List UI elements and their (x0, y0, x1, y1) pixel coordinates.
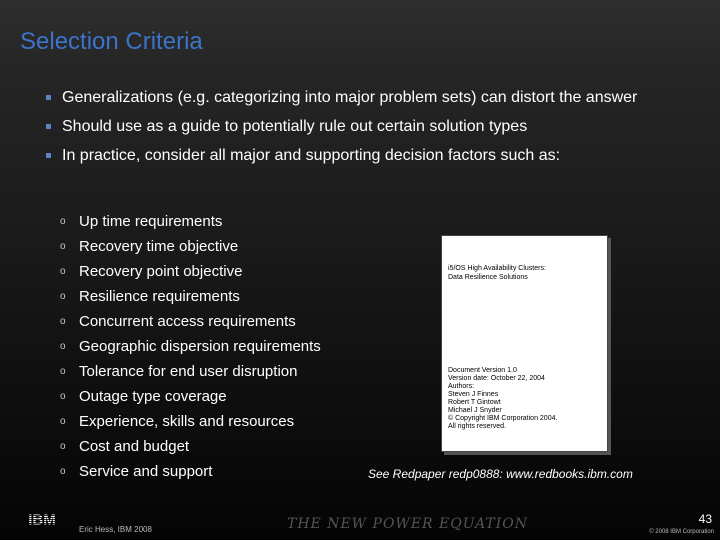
sub-bullet-item (60, 384, 321, 409)
bullet-item (44, 86, 644, 109)
circle-bullet-icon: o (60, 366, 66, 377)
bullet-square-icon (46, 95, 51, 100)
circle-bullet-icon: o (60, 266, 66, 277)
copyright-text: © 2008 IBM Corporation (649, 529, 714, 535)
circle-bullet-icon: o (60, 216, 66, 227)
circle-bullet-icon: o (60, 416, 66, 427)
redpaper-title (448, 264, 546, 282)
svg-text:IBM: IBM (28, 512, 56, 526)
bullet-item (44, 144, 644, 167)
bullet-square-icon (46, 153, 51, 158)
sub-bullet-text: Outage type coverage (79, 388, 227, 405)
redpaper-cover-image (441, 235, 608, 452)
redpaper-meta-line: All rights reserved. (448, 423, 506, 430)
sub-bullet-text: Tolerance for end user disruption (79, 363, 298, 380)
tagline-wordmark: THE NEW POWER EQUATION (287, 516, 529, 532)
redpaper-meta-line: Version date: October 22, 2004 (448, 375, 545, 382)
sub-bullet-item (60, 284, 321, 309)
redpaper-title-line: i5/OS High Availability Clusters: (448, 265, 546, 272)
circle-bullet-icon: o (60, 391, 66, 402)
page-number: 43 (698, 512, 712, 526)
sub-bullet-text: Cost and budget (79, 438, 190, 455)
redpaper-title-line: Data Resilience Solutions (448, 274, 528, 281)
sub-bullet-item (60, 334, 321, 359)
redpaper-metadata (448, 367, 557, 431)
sub-bullet-text: Experience, skills and resources (79, 413, 295, 430)
redpaper-meta-line: Michael J Snyder (448, 407, 502, 414)
sub-bullet-item (60, 359, 321, 384)
circle-bullet-icon: o (60, 441, 66, 452)
sub-bullet-text: Geographic dispersion requirements (79, 338, 321, 355)
ibm-logo (22, 512, 62, 531)
footer-author: Eric Hess, IBM 2008 (79, 525, 152, 534)
sub-bullet-item (60, 234, 321, 259)
sub-bullet-item (60, 409, 321, 434)
redpaper-meta-line: Robert T Gintowt (448, 399, 501, 406)
sub-bullet-item (60, 209, 321, 234)
sub-bullet-item (60, 434, 321, 459)
sub-bullet-text: Recovery point objective (79, 263, 243, 280)
redpaper-meta-line: © Copyright IBM Corporation 2004. (448, 415, 558, 422)
circle-bullet-icon: o (60, 341, 66, 352)
bullet-list (44, 86, 644, 173)
bullet-item (44, 115, 644, 138)
sub-bullet-list (60, 209, 321, 484)
redpaper-meta-line: Document Version 1.0 (448, 367, 517, 374)
redpaper-caption: See Redpaper redp0888: www.redbooks.ibm.com (368, 467, 633, 481)
sub-bullet-item (60, 309, 321, 334)
bullet-text: In practice, consider all major and supporting decision factors such as: (62, 147, 561, 164)
sub-bullet-item (60, 259, 321, 284)
sub-bullet-text: Resilience requirements (79, 288, 240, 305)
circle-bullet-icon: o (60, 466, 66, 477)
sub-bullet-item (60, 459, 321, 484)
sub-bullet-text: Up time requirements (79, 213, 223, 230)
bullet-square-icon (46, 124, 51, 129)
sub-bullet-text: Service and support (79, 463, 213, 480)
redpaper-meta-line: Authors: (448, 383, 475, 390)
sub-bullet-text: Recovery time objective (79, 238, 239, 255)
bullet-text: Generalizations (e.g. categorizing into major problem sets) can distort the answer (62, 89, 638, 106)
redpaper-meta-line: Steven J Finnes (448, 391, 499, 398)
circle-bullet-icon: o (60, 316, 66, 327)
slide-title: Selection Criteria (20, 28, 203, 55)
circle-bullet-icon: o (60, 241, 66, 252)
bullet-text: Should use as a guide to potentially rule out certain solution types (62, 118, 528, 135)
sub-bullet-text: Concurrent access requirements (79, 313, 296, 330)
circle-bullet-icon: o (60, 291, 66, 302)
